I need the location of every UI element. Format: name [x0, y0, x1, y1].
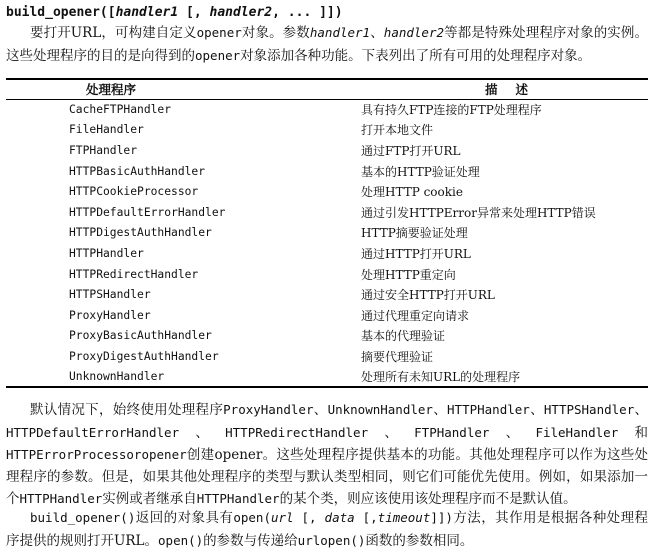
para-text: 的某个类，则应该使用该处理程序而不是默认值。 [279, 491, 577, 507]
handler-description: HTTP摘要验证处理 [361, 226, 468, 241]
para-code: url [270, 510, 294, 525]
table-row [6, 161, 648, 182]
handler-name: ProxyDigestAuthHandler [69, 349, 219, 363]
signature-func: build_opener([ [6, 5, 116, 20]
para-text: 函数的参数相同。 [365, 532, 474, 549]
para-text: 和 [618, 424, 649, 441]
para-text: 方法，其作用是根据各种处理程序提供的规则打开URL。 [6, 510, 649, 549]
handler-description: 摘要代理验证 [361, 349, 434, 364]
para-text: 、 [432, 402, 448, 418]
intro-text: 对象添加各种功能。下表列出了所有可用的处理程序对象。 [240, 47, 592, 64]
signature-arg2: handler2 [209, 5, 273, 20]
para-text: 实例或者继承自 [102, 491, 197, 507]
para-code: open() [158, 532, 204, 548]
intro-text: 、 [370, 25, 384, 41]
handler-name: HTTPRedirectHandler [69, 267, 199, 281]
intro-text: 等都是特殊处理程序对象的实例。这些处理程序的目的是向得到的 [6, 25, 649, 64]
para-code: HTTPHandler [447, 402, 530, 417]
para-code: urlopen() [297, 532, 366, 548]
para-code: UnknownHandler [327, 402, 433, 417]
intro-code: opener [195, 47, 241, 63]
handler-name: CacheFTPHandler [69, 103, 172, 117]
para-code: HTTPRedirectHandler [225, 424, 369, 440]
table-row [6, 202, 648, 223]
para-code: FTPHandler [414, 424, 490, 440]
handler-description: 具有持久FTP连接的FTP处理程序 [361, 103, 542, 118]
open-method-paragraph [6, 507, 648, 552]
para-code: HTTPErrorProcessoropener [6, 447, 187, 462]
handler-description: 打开本地文件 [361, 123, 434, 138]
function-signature [6, 5, 343, 20]
para-code: open( [233, 510, 271, 525]
handler-name: HTTPDefaultErrorHandler [69, 205, 226, 219]
handler-description: 通过代理重定向请求 [361, 308, 470, 323]
para-text: 默认情况下，始终使用处理程序 [30, 402, 224, 418]
handler-name: HTTPCookieProcessor [69, 185, 199, 199]
para-text: 的参数与传递给 [203, 532, 298, 549]
table-row [6, 305, 648, 326]
handler-description: 处理HTTP cookie [361, 185, 463, 200]
table-row [6, 140, 648, 161]
para-text: 、 [368, 424, 415, 441]
para-text: 、 [634, 402, 649, 418]
para-text: 、 [529, 402, 544, 418]
handler-name: ProxyBasicAuthHandler [69, 329, 212, 343]
handler-description: 处理所有未知URL的处理程序 [361, 367, 648, 388]
handler-description: 通过引发HTTPError异常来处理HTTP错误 [361, 205, 596, 220]
para-code: ProxyHandler [223, 402, 314, 417]
table-header-row [6, 79, 648, 99]
intro-text: 要打开URL，可构建自定义 [30, 25, 197, 41]
para-code: HTTPSHandler [543, 402, 635, 417]
handler-name: FileHandler [69, 123, 144, 137]
handler-description: 基本的代理验证 [361, 329, 446, 344]
para-text: 、 [313, 402, 328, 418]
para-code: HTTPHandler [19, 491, 103, 506]
para-code: ]]) [430, 510, 453, 525]
para-code: data [324, 510, 355, 525]
table-row [6, 99, 648, 120]
intro-code: handler1 [309, 25, 371, 40]
default-handlers-paragraph [6, 399, 648, 511]
handler-name: FTPHandler [69, 143, 138, 157]
handler-name: HTTPSHandler [69, 288, 151, 302]
handler-description: 通过HTTP打开URL [361, 246, 471, 261]
table-row [6, 284, 648, 305]
table-row [6, 223, 648, 244]
handler-name: HTTPHandler [69, 246, 144, 260]
table-row [6, 264, 648, 285]
para-text: 、 [489, 424, 536, 441]
para-code: HTTPDefaultErrorHandler [6, 424, 180, 440]
table-row [6, 346, 648, 367]
intro-paragraph [6, 22, 648, 67]
handler-description: 处理HTTP重定向 [361, 267, 456, 282]
para-code: build_opener() [30, 510, 136, 525]
handler-name: HTTPBasicAuthHandler [69, 164, 206, 178]
handler-description: 基本的HTTP验证处理 [361, 164, 480, 179]
header-handler: 处理程序 [6, 79, 361, 99]
signature-rest: , ... ]]) [272, 5, 343, 20]
para-code: FileHandler [535, 424, 619, 440]
handler-description: 通过安全HTTP打开URL [361, 288, 495, 303]
signature-arg1: handler1 [115, 5, 179, 20]
intro-text: 对象。参数 [241, 25, 310, 41]
signature-sep: [, [178, 5, 210, 20]
handler-name: ProxyHandler [69, 308, 151, 322]
table-row [6, 243, 648, 264]
handler-table [6, 78, 648, 388]
para-code: HTTPHandler [196, 491, 280, 506]
table-row [6, 181, 648, 202]
header-description: 描述 [361, 79, 648, 99]
para-text: 创建opener。这些处理程序提供基本的功能。其他处理程序可以作为这些处理程序的参数。但是，如果其他处理程序的类型与默认类型相同，则它们可能优先使用。例如，如果添加一个 [6, 447, 648, 507]
handler-name: HTTPDigestAuthHandler [69, 226, 212, 240]
table-row [6, 367, 648, 388]
table-row [6, 120, 648, 141]
handler-description: 通过FTP打开URL [361, 143, 461, 158]
intro-code: opener [196, 25, 242, 40]
handler-name: UnknownHandler [6, 367, 361, 388]
para-code: [, [354, 510, 378, 525]
para-text: 返回的对象具有 [135, 510, 234, 526]
para-code: [, [293, 510, 325, 525]
para-text: 、 [179, 424, 226, 441]
table-row [6, 326, 648, 347]
intro-code: handler2 [383, 25, 445, 40]
para-code: timeout [377, 510, 431, 525]
